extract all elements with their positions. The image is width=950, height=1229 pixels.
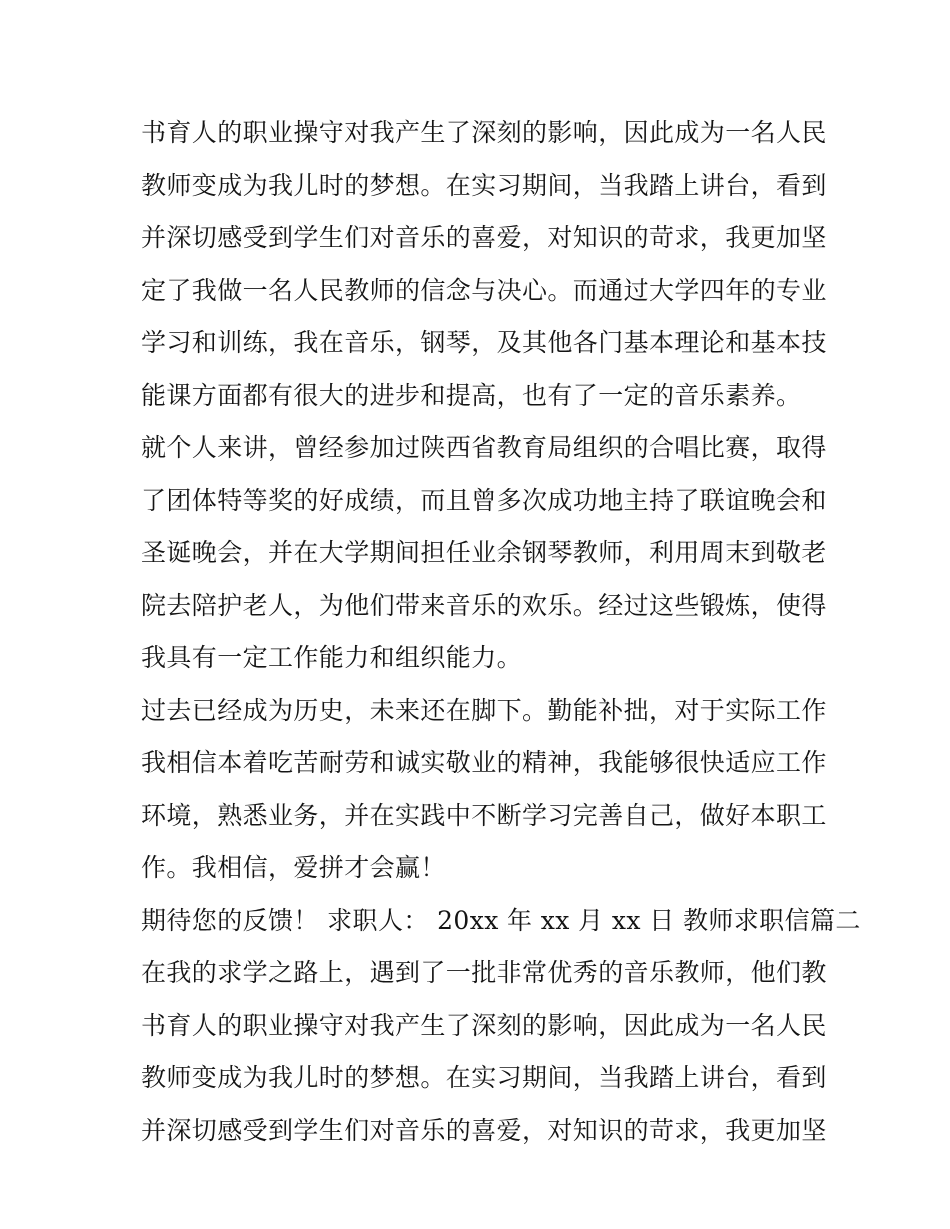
text-line: 我具有一定工作能力和组织能力。	[141, 643, 523, 672]
text-line: 期待您的反馈！ 求职人： 20xx 年 xx 月 xx 日 教师求职信篇二	[141, 905, 861, 935]
text-line: 书育人的职业操守对我产生了深刻的影响，因此成为一名人民	[141, 1010, 827, 1040]
text-line: 过去已经成为历史，未来还在脚下。勤能补拙，对于实际工作	[141, 695, 827, 725]
text-line: 并深切感受到学生们对音乐的喜爱，对知识的苛求，我更加坚	[141, 1115, 827, 1145]
text-line: 了团体特等奖的好成绩，而且曾多次成功地主持了联谊晚会和	[141, 485, 827, 515]
text-line: 教师变成为我儿时的梦想。在实习期间，当我踏上讲台，看到	[141, 170, 827, 200]
text-line: 能课方面都有很大的进步和提高，也有了一定的音乐素养。	[141, 380, 802, 410]
text-line: 书育人的职业操守对我产生了深刻的影响，因此成为一名人民	[141, 118, 827, 147]
text-line: 定了我做一名人民教师的信念与决心。而通过大学四年的专业	[141, 275, 827, 305]
document-body	[141, 107, 861, 1157]
text-line: 圣诞晚会，并在大学期间担任业余钢琴教师，利用周末到敬老	[141, 538, 827, 567]
text-line: 在我的求学之路上，遇到了一批非常优秀的音乐教师，他们教	[141, 958, 827, 987]
text-line: 院去陪护老人，为他们带来音乐的欢乐。经过这些锻炼，使得	[141, 590, 827, 620]
text-line: 我相信本着吃苦耐劳和诚实敬业的精神，我能够很快适应工作	[141, 748, 827, 777]
text-line: 作。我相信，爱拼才会赢！	[141, 853, 446, 882]
text-line: 教师变成为我儿时的梦想。在实习期间，当我踏上讲台，看到	[141, 1063, 827, 1092]
text-line: 学习和训练，我在音乐，钢琴，及其他各门基本理论和基本技	[141, 328, 827, 357]
text-line: 就个人来讲，曾经参加过陕西省教育局组织的合唱比赛，取得	[141, 433, 827, 462]
text-line: 并深切感受到学生们对音乐的喜爱，对知识的苛求，我更加坚	[141, 223, 827, 252]
text-line: 环境，熟悉业务，并在实践中不断学习完善自己，做好本职工	[141, 800, 827, 830]
